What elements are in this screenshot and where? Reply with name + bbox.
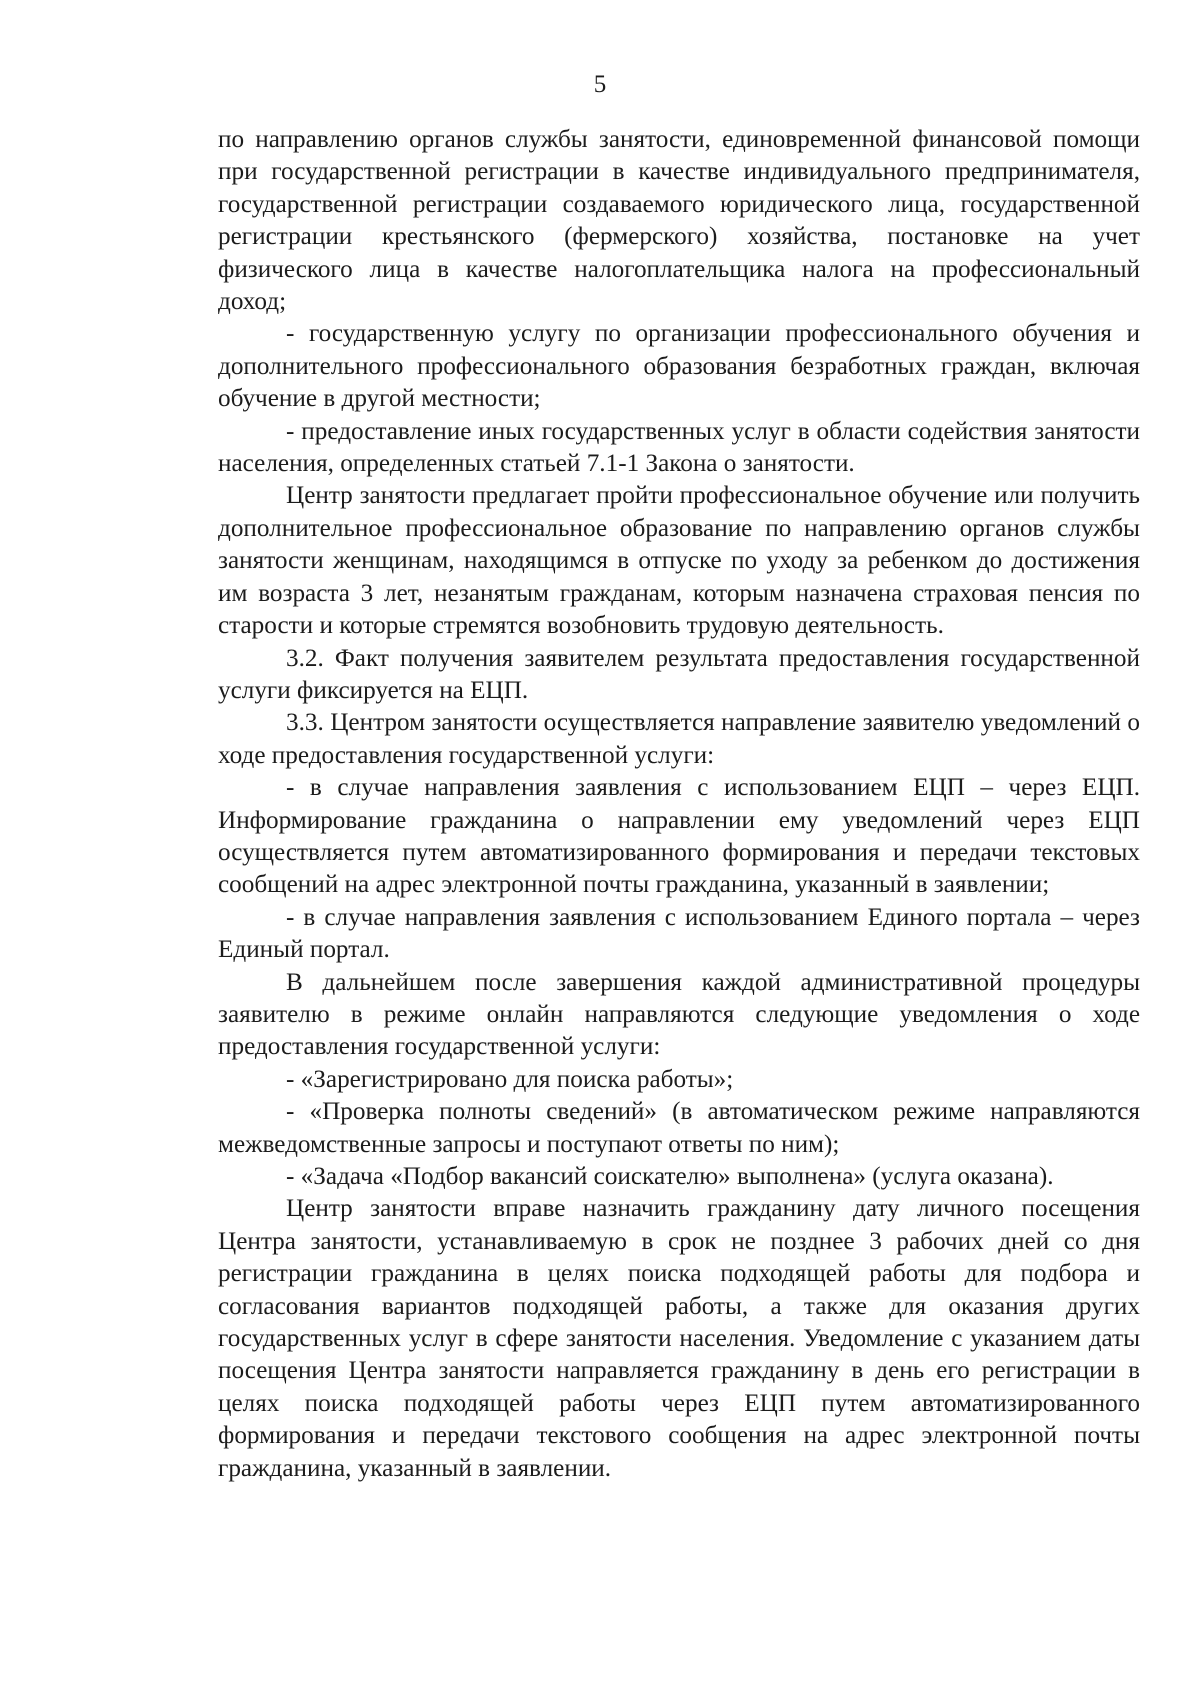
paragraph-training-offer: Центр занятости предлагает пройти профессиональное обучение или получить дополнительное профессиональное образование по направлению органов службы занятости женщинам, находящимся в отпуске по уходу за ребенком до достижения им возраста 3 лет, незанятым гражданам, которым назначена страховая пенсия по старости и которые стремятся возобновить трудовую деятельность. xyxy=(218,482,1140,640)
list-item-task-completed: - «Задача «Подбор вакансий соискателю» выполнена» (услуга оказана). xyxy=(286,1163,1054,1190)
list-item-unified-portal: - в случае направления заявления с использованием Единого портала – через Единый портал. xyxy=(218,903,1140,964)
paragraph-continuation: по направлению органов службы занятости, единовременной финансовой помощи при государственной регистрации в качестве индивидуального предпринимателя, государственной регистрации создаваемого юридического лица, государственной регистрации крестьянского (фермерского) хозяйства, постановке на учет физического лица в качестве налогоплательщика налога на профессиональный доход; xyxy=(218,126,1140,316)
list-item-registered: - «Зарегистрировано для поиска работы»; xyxy=(286,1065,734,1093)
document-body xyxy=(218,124,1140,1485)
paragraph-3-3: 3.3. Центром занятости осуществляется направление заявителю уведомлений о ходе предоставления государственной услуги: xyxy=(218,709,1140,769)
page-number: 5 xyxy=(593,71,607,98)
list-item-ecp-notifications: - в случае направления заявления с использованием ЕЦП – через ЕЦП. Информирование гражданина о направлении ему уведомлений через ЕЦП осуществляется путем автоматизированного формирования и передачи текстовых сообщений на адрес электронной почты гражданина, указанный в заявлении; xyxy=(218,774,1140,899)
list-item-completeness-check: - «Проверка полноты сведений» (в автоматическом режиме направляются межведомственные запросы и поступают ответы по ним); xyxy=(218,1098,1140,1158)
list-item-training-service: - государственную услугу по организации профессионального обучения и дополнительного профессионального образования безработных граждан, включая обучение в другой местности; xyxy=(218,320,1140,413)
paragraph-online-notifications: В дальнейшем после завершения каждой административной процедуры заявителю в режиме онлайн направляются следующие уведомления о ходе предоставления государственной услуги: xyxy=(218,968,1140,1061)
paragraph-visit-date: Центр занятости вправе назначить гражданину дату личного посещения Центра занятости, устанавливаемую в срок не позднее 3 рабочих дней со дня регистрации гражданина в целях поиска подходящей работы для подбора и согласования вариантов подходящей работы, а также для оказания других государственных услуг в сфере занятости населения. Уведомление с указанием даты посещения Центра занятости направляется гражданину в день его регистрации в целях поиска подходящей работы через ЕЦП путем автоматизированного формирования и передачи текстового сообщения на адрес электронной почты гражданина, указанный в заявлении. xyxy=(218,1195,1140,1482)
paragraph-3-2: 3.2. Факт получения заявителем результата предоставления государственной услуги фиксируется на ЕЦП. xyxy=(218,644,1140,704)
list-item-other-services: - предоставление иных государственных услуг в области содействия занятости населения, определенных статьей 7.1-1 Закона о занятости. xyxy=(218,417,1140,478)
